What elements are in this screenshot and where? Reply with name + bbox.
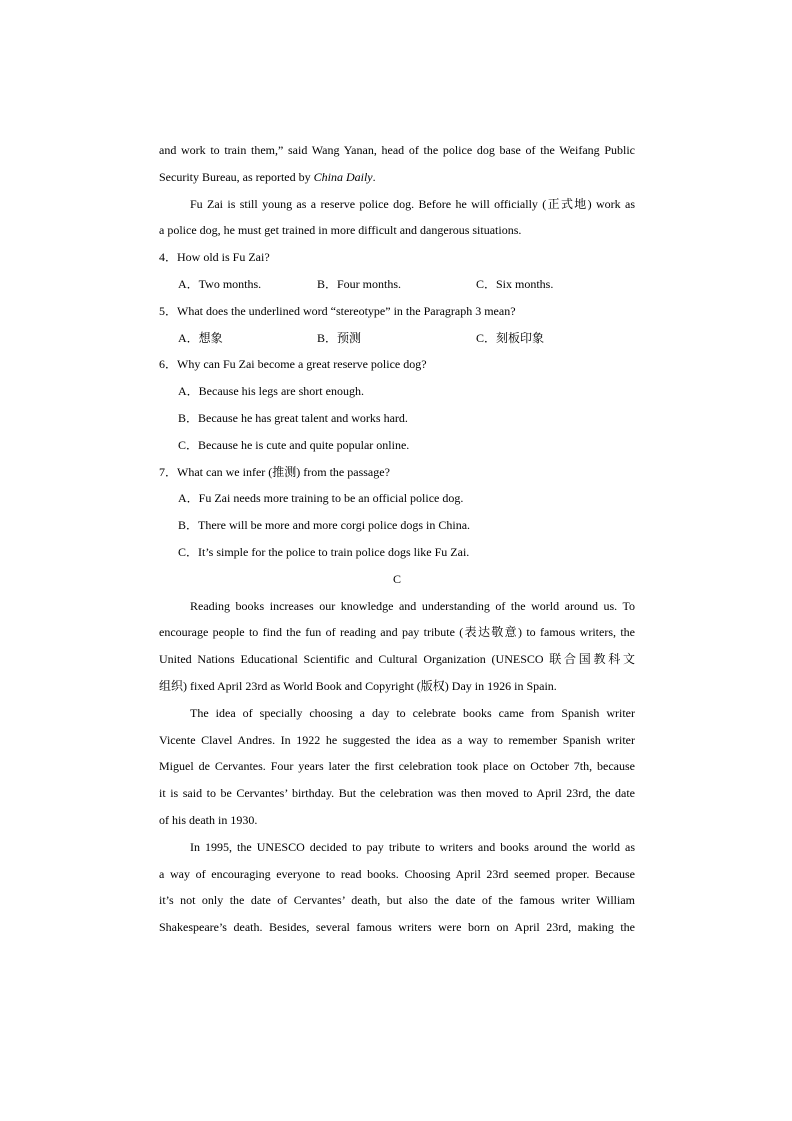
passage-b-line: Fu Zai is still young as a reserve police dog. Before he will officially (正式地) work as — [190, 196, 635, 211]
question-options — [159, 325, 635, 352]
option: C．Six months. — [476, 276, 554, 291]
paragraph-line: Vicente Clavel Andres. In 1922 he suggested the idea as a way to remember Spanish writer — [159, 732, 635, 747]
text-segment: . — [372, 169, 376, 184]
paragraph-line: a way of encouraging everyone to read books. Choosing April 23rd seemed proper. Because — [159, 866, 635, 881]
section-heading: C — [392, 571, 401, 586]
paragraph-line: encourage people to find the fun of reading and pay tribute (表达敬意) to famous writers, the — [159, 625, 635, 640]
text-segment: Security Bureau, as reported by — [159, 169, 314, 184]
option: A．想象 — [178, 330, 223, 345]
paragraph-line: The idea of specially choosing a day to celebrate books came from Spanish writer — [190, 705, 635, 720]
paragraph-line: United Nations Educational Scientific and Cultural Organization (UNESCO 联合国教科文 — [159, 652, 635, 667]
passage-b-line — [159, 164, 635, 191]
paragraph — [159, 593, 635, 700]
paragraph-line: of his death in 1930. — [159, 812, 258, 827]
paragraph-line: Miguel de Cervantes. Four years later the first celebration took place on October 7th, because — [159, 759, 635, 774]
paragraph-line: it’s not only the date of Cervantes’ death, but also the date of the famous writer William — [159, 893, 635, 908]
option: B．There will be more and more corgi police dogs in China. — [178, 518, 471, 533]
option: B．预测 — [317, 330, 362, 345]
question-stem: 5．What does the underlined word “stereotype” in the Paragraph 3 mean? — [159, 303, 516, 318]
option: B．Because he has great talent and works hard. — [178, 410, 408, 425]
question-stem: 6．Why can Fu Zai become a great reserve police dog? — [159, 357, 427, 372]
paragraph — [159, 700, 635, 834]
page-content — [159, 137, 635, 941]
question-stem: 4．How old is Fu Zai? — [159, 250, 270, 265]
question-options — [159, 271, 635, 298]
option: B．Four months. — [317, 276, 402, 291]
option: C．It’s simple for the police to train police dogs like Fu Zai. — [178, 544, 470, 559]
option: A．Because his legs are short enough. — [178, 384, 364, 399]
newspaper-name: China Daily — [313, 169, 373, 184]
question-stem: 7．What can we infer (推测) from the passage? — [159, 464, 390, 479]
option: C．刻板印象 — [476, 330, 545, 345]
paragraph — [159, 834, 635, 941]
paragraph-line: Reading books increases our knowledge and understanding of the world around us. To — [190, 598, 635, 613]
passage-b-line: a police dog, he must get trained in more difficult and dangerous situations. — [159, 223, 522, 238]
paragraph-line: In 1995, the UNESCO decided to pay tribute to writers and books around the world as — [190, 839, 635, 854]
paragraph-line: 组织) fixed April 23rd as World Book and Copyright (版权) Day in 1926 in Spain. — [159, 678, 557, 693]
paragraph-line: Shakespeare’s death. Besides, several famous writers were born on April 23rd, making the — [159, 920, 635, 935]
paragraph-line: it is said to be Cervantes’ birthday. But the celebration was then moved to April 23rd, the date — [159, 786, 635, 801]
option: A．Two months. — [178, 276, 262, 291]
option: A．Fu Zai needs more training to be an official police dog. — [178, 491, 464, 506]
passage-b-line: and work to train them,” said Wang Yanan, head of the police dog base of the Weifang Public — [159, 143, 635, 157]
option: C．Because he is cute and quite popular online. — [178, 437, 410, 452]
